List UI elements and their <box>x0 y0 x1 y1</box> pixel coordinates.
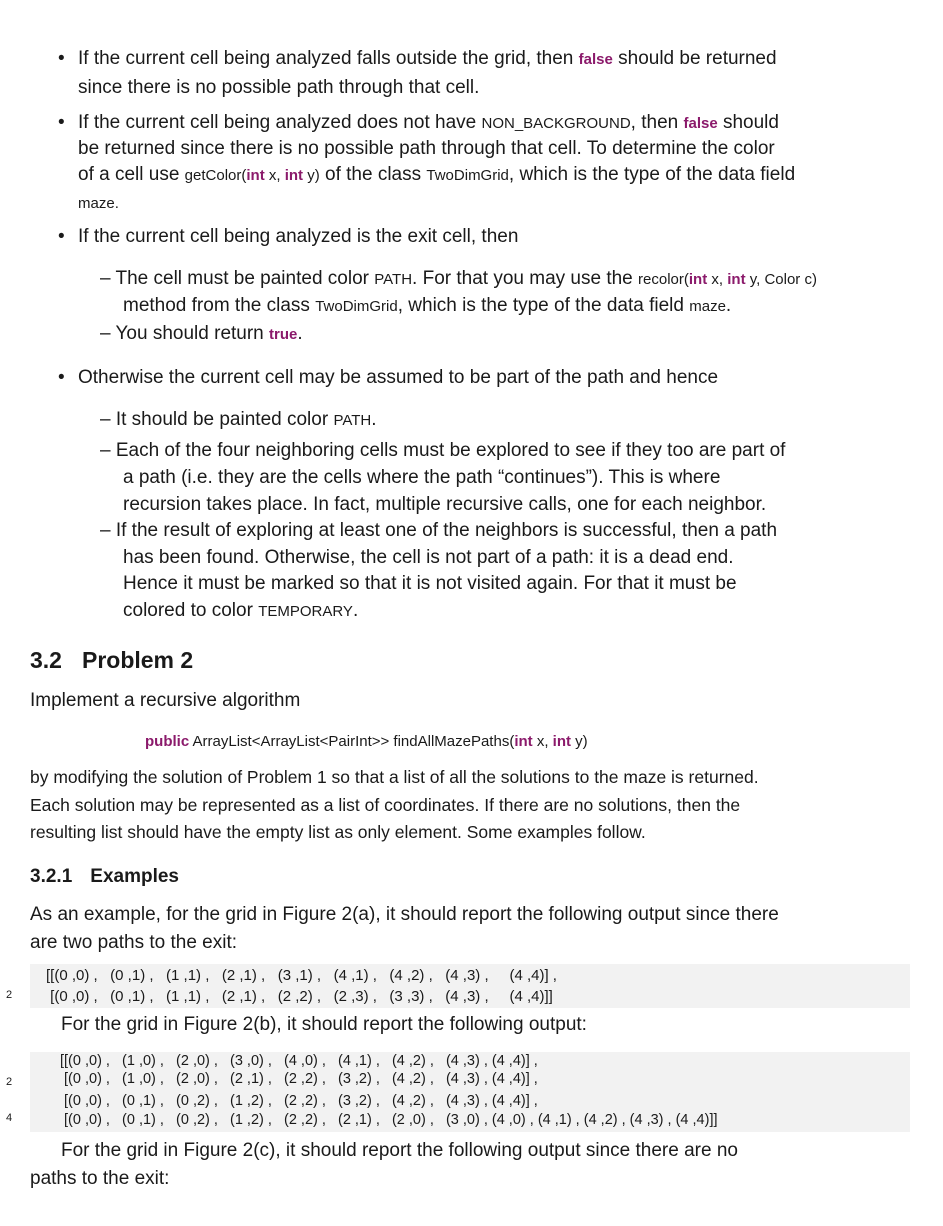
bullet-dot: • <box>58 367 65 388</box>
section-para-line3: resulting list should have the empty list as only element. Some examples follow. <box>30 822 646 842</box>
bullet-dot: • <box>58 48 65 69</box>
bullet4-dash3-line2: has been found. Otherwise, the cell is not part of a path: it is a dead end. <box>123 547 734 568</box>
section-intro: Implement a recursive algorithm <box>30 690 301 711</box>
code-line: [(0 ,0) , (0 ,1) , (1 ,1) , (2 ,1) , (2 ,2) , (2 ,3) , (3 ,3) , (4 ,3) , (4 ,4)]] <box>46 988 553 1005</box>
code-line: [[(0 ,0) , (1 ,0) , (2 ,0) , (3 ,0) , (4 ,0) , (4 ,1) , (4 ,2) , (4 ,3) , (4 ,4)] , <box>60 1053 538 1069</box>
bullet4-dash1: – It should be painted color PATH. <box>100 409 377 430</box>
bullet-dot: • <box>58 112 65 133</box>
bullet2-line4: maze. <box>78 195 119 212</box>
code-block-b <box>6 1052 910 1132</box>
section-para-line1: by modifying the solution of Problem 1 so that a list of all the solutions to the maze is returned. <box>30 767 759 787</box>
bullet2-line3: of a cell use getColor(int x, int y) of the class TwoDimGrid, which is the type of the data field <box>78 164 796 185</box>
code-line: [(0 ,0) , (0 ,1) , (0 ,2) , (1 ,2) , (2 ,2) , (2 ,1) , (2 ,0) , (3 ,0) , (4 ,0) , (4 ,1) , (4 ,2) , (4 ,3) , (4 ,4)]] <box>60 1112 718 1128</box>
section-number: 3.2 <box>30 647 62 673</box>
example-c-line2: paths to the exit: <box>30 1168 170 1189</box>
subsection-title: Examples <box>90 866 179 887</box>
section-heading <box>30 647 193 674</box>
section-title: Problem 2 <box>81 647 194 673</box>
bullet3-dash1-line1: – The cell must be painted color PATH. For that you may use the recolor(int x, int y, Color c) <box>100 268 817 289</box>
bullet4-line1: Otherwise the current cell may be assumed to be part of the path and hence <box>78 367 719 388</box>
line-number: 2 <box>6 1076 13 1088</box>
code-line: [[(0 ,0) , (0 ,1) , (1 ,1) , (2 ,1) , (3 ,1) , (4 ,1) , (4 ,2) , (4 ,3) , (4 ,4)] , <box>46 967 557 984</box>
example-a-line2: are two paths to the exit: <box>30 932 238 953</box>
bullet3-line1: If the current cell being analyzed is the exit cell, then <box>78 226 519 247</box>
bullet4-dash3-line4: colored to color TEMPORARY. <box>123 600 359 621</box>
bullet4-dash2-line3: recursion takes place. In fact, multiple recursive calls, one for each neighbor. <box>123 494 767 515</box>
code-block-a <box>6 964 910 1008</box>
subsection-number: 3.2.1 <box>30 866 73 887</box>
bullet-dot: • <box>58 226 65 247</box>
bullet4-dash2-line2: a path (i.e. they are the cells where the path “continues”). This is where <box>123 467 721 488</box>
example-a-line1: As an example, for the grid in Figure 2(a), it should report the following output since there <box>30 904 779 925</box>
example-c-line1: For the grid in Figure 2(c), it should report the following output since there are no <box>61 1140 738 1161</box>
section-para-line2: Each solution may be represented as a list of coordinates. If there are no solutions, then the <box>30 795 741 815</box>
example-b-text: For the grid in Figure 2(b), it should report the following output: <box>61 1014 587 1035</box>
bullet2-line2: be returned since there is no possible path through that cell. To determine the color <box>78 138 775 159</box>
bullet4-dash3-line3: Hence it must be marked so that it is not visited again. For that it must be <box>123 573 737 594</box>
code-line: [(0 ,0) , (1 ,0) , (2 ,0) , (2 ,1) , (2 ,2) , (3 ,2) , (4 ,2) , (4 ,3) , (4 ,4)] , <box>60 1071 538 1087</box>
method-signature: public ArrayList<ArrayList<PairInt>> findAllMazePaths(int x, int y) <box>145 733 588 750</box>
bullet4-dash2-line1: – Each of the four neighboring cells must be explored to see if they too are part of <box>100 440 786 461</box>
bullet3-dash2: – You should return true. <box>100 323 303 344</box>
bullet1-line2: since there is no possible path through that cell. <box>78 77 480 98</box>
bullet2-line1: If the current cell being analyzed does not have NON_BACKGROUND, then false should <box>78 112 779 133</box>
line-number: 4 <box>6 1112 13 1124</box>
line-number: 2 <box>6 989 13 1001</box>
bullet3-dash1-line2: method from the class TwoDimGrid, which is the type of the data field maze. <box>123 295 732 316</box>
code-line: [(0 ,0) , (0 ,1) , (0 ,2) , (1 ,2) , (2 ,2) , (3 ,2) , (4 ,2) , (4 ,3) , (4 ,4)] , <box>60 1093 538 1109</box>
subsection-heading <box>30 866 179 888</box>
bullet4-dash3-line1: – If the result of exploring at least one of the neighbors is successful, then a path <box>100 520 778 541</box>
bullet1-line1: If the current cell being analyzed falls outside the grid, then false should be returned <box>78 48 777 69</box>
